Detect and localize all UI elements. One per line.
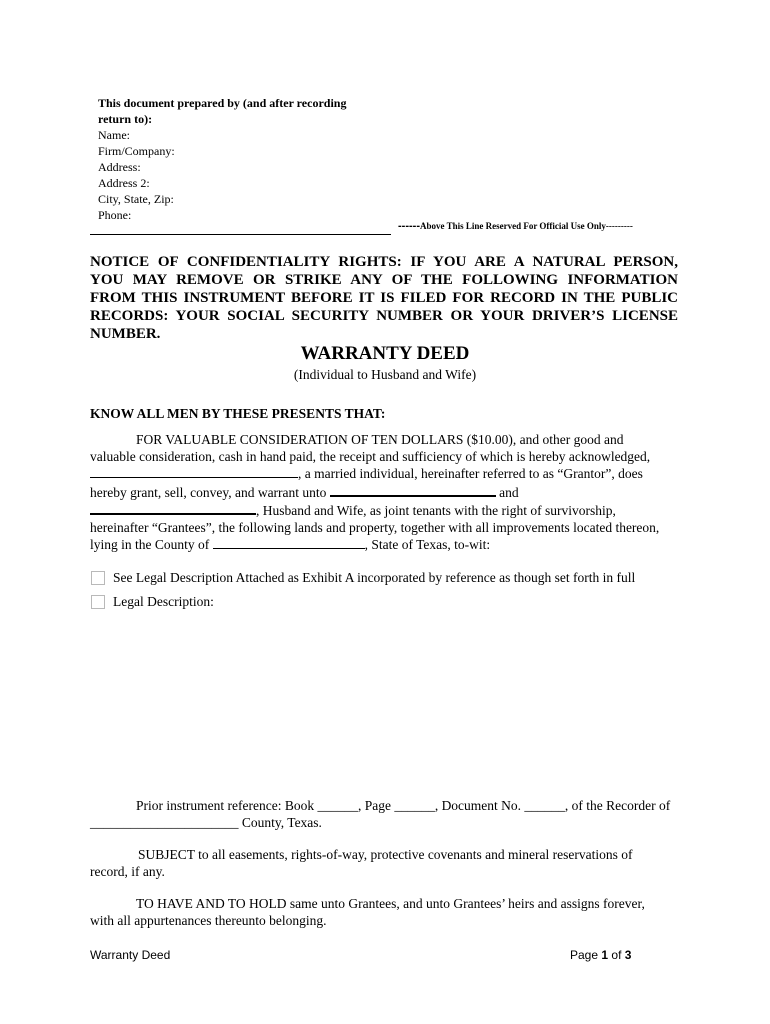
- husband-wife-line: , Husband and Wife, as joint tenants with the right of survivorship,: [90, 501, 680, 520]
- legal-description-option: [91, 594, 214, 610]
- habendum-paragraph: [90, 896, 680, 929]
- notice-line: YOU MAY REMOVE OR STRIKE ANY OF THE FOLLOWING INFORMATION: [90, 272, 678, 288]
- reserved-text: Above This Line Reserved For Official Use Only---------: [419, 221, 633, 231]
- footer-title: Warranty Deed: [90, 948, 171, 962]
- notice-line: NUMBER.: [90, 326, 161, 342]
- paragraph-line: record, if any.: [90, 863, 165, 879]
- reserved-dashes: ------: [398, 220, 420, 232]
- notice-line: RECORDS: YOUR SOCIAL SECURITY NUMBER OR YOUR DRIVER’S LICENSE: [90, 308, 678, 324]
- notice-line: NOTICE OF CONFIDENTIALITY RIGHTS: IF YOU ARE A NATURAL PERSON,: [90, 254, 678, 270]
- grantee-line: hereby grant, sell, convey, and warrant unto and: [90, 484, 519, 500]
- address-label: Address:: [98, 160, 141, 174]
- name-label: Name:: [98, 128, 130, 142]
- reserved-note: [398, 220, 633, 232]
- grantee2-name-blank[interactable]: [90, 501, 256, 515]
- prepared-by-block: [98, 95, 398, 223]
- phone-label: Phone:: [98, 208, 132, 222]
- prepared-heading-cont: return to):: [98, 112, 153, 126]
- paragraph-line: hereinafter “Grantees”, the following lands and property, together with all improvements located thereon,: [90, 519, 660, 535]
- exhibit-checkbox[interactable]: [91, 571, 105, 585]
- confidentiality-notice: [90, 253, 678, 343]
- subject-paragraph: [90, 847, 680, 880]
- grantor-line: , a married individual, hereinafter referred to as “Grantor”, does: [90, 465, 680, 483]
- paragraph-line: with all appurtenances thereunto belonging.: [90, 912, 327, 928]
- legal-description-label: Legal Description:: [113, 594, 214, 609]
- document-title: WARRANTY DEED: [300, 343, 470, 364]
- grantee1-name-blank[interactable]: [330, 483, 496, 497]
- page-number: 1: [601, 948, 609, 962]
- recording-divider: [90, 234, 391, 235]
- paragraph-line: SUBJECT to all easements, rights-of-way, protective covenants and mineral reservations of: [138, 847, 633, 862]
- firm-label: Firm/Company:: [98, 144, 175, 158]
- paragraph-line: TO HAVE AND TO HOLD same unto Grantees, and unto Grantees’ heirs and assigns forever,: [136, 896, 645, 911]
- exhibit-option-label: See Legal Description Attached as Exhibit A incorporated by reference as though set forth in full: [113, 570, 636, 585]
- know-all-men-heading: KNOW ALL MEN BY THESE PRESENTS THAT:: [90, 406, 386, 421]
- city-state-zip-label: City, State, Zip:: [98, 192, 174, 206]
- paragraph-line: Prior instrument reference: Book ______, Page ______, Document No. ______, of the Recorder of: [136, 798, 671, 813]
- paragraph-line: valuable consideration, cash in hand paid, the receipt and sufficiency of which is hereby acknowledged,: [90, 448, 651, 464]
- legal-description-checkbox[interactable]: [91, 595, 105, 609]
- paragraph-line: FOR VALUABLE CONSIDERATION OF TEN DOLLARS ($10.00), and other good and: [136, 432, 624, 447]
- page-indicator: Page 1 of 3: [570, 948, 632, 962]
- county-line: lying in the County of , State of Texas, to-wit:: [90, 537, 491, 552]
- consideration-paragraph: [90, 432, 680, 554]
- prior-instrument-paragraph: [90, 798, 680, 831]
- page-total: 3: [624, 948, 632, 962]
- county-blank[interactable]: [213, 536, 365, 549]
- grantor-name-blank[interactable]: [90, 465, 298, 478]
- exhibit-option: [91, 570, 635, 586]
- address2-label: Address 2:: [98, 176, 150, 190]
- notice-line: FROM THIS INSTRUMENT BEFORE IT IS FILED FOR RECORD IN THE PUBLIC: [90, 290, 678, 306]
- paragraph-line: ______________________ County, Texas.: [90, 814, 322, 830]
- document-subtitle: (Individual to Husband and Wife): [293, 367, 477, 382]
- prepared-heading: This document prepared by (and after recording: [98, 96, 347, 110]
